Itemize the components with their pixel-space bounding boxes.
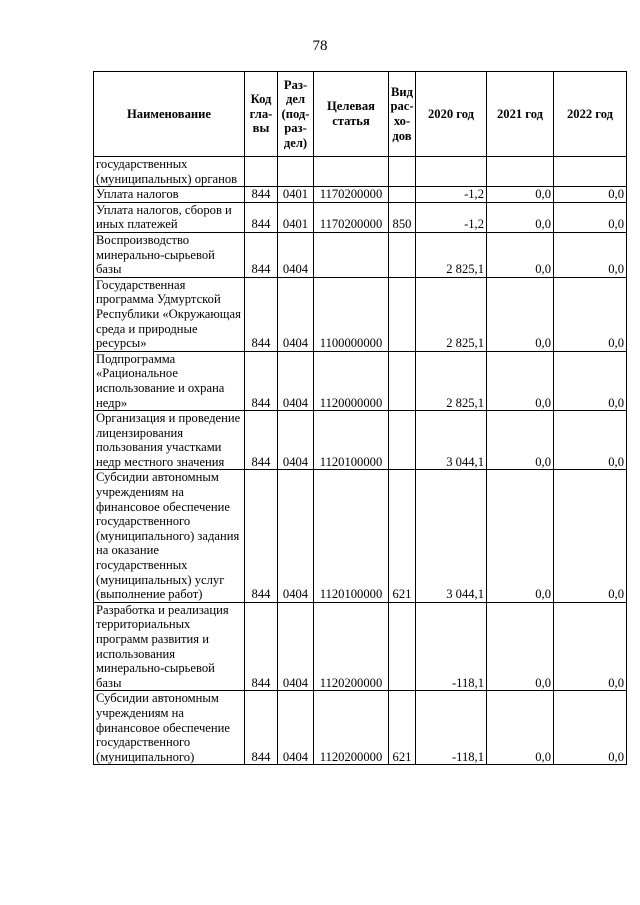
cell-expense-type bbox=[389, 411, 416, 470]
cell-code: 844 bbox=[245, 277, 278, 351]
cell-2022: 0,0 bbox=[554, 277, 627, 351]
cell-2022: 0,0 bbox=[554, 202, 627, 232]
table-row bbox=[94, 157, 627, 187]
cell-2021: 0,0 bbox=[487, 602, 554, 691]
header-code: Код гла-вы bbox=[245, 72, 278, 157]
header-section: Раз-дел (под-раз-дел) bbox=[278, 72, 314, 157]
table-row bbox=[94, 351, 627, 410]
cell-2021 bbox=[487, 157, 554, 187]
cell-target: 1170200000 bbox=[314, 202, 389, 232]
cell-expense-type: 850 bbox=[389, 202, 416, 232]
cell-target: 1120100000 bbox=[314, 470, 389, 602]
header-2021: 2021 год bbox=[487, 72, 554, 157]
cell-section: 0404 bbox=[278, 277, 314, 351]
cell-2021: 0,0 bbox=[487, 351, 554, 410]
page-number: 78 bbox=[312, 38, 328, 54]
cell-2021: 0,0 bbox=[487, 202, 554, 232]
table-header-row bbox=[94, 72, 627, 157]
cell-expense-type bbox=[389, 351, 416, 410]
table-row bbox=[94, 470, 627, 602]
cell-name: Субсидии автономным учреждениям на финансовое обеспечение государственного (муниципального) bbox=[94, 691, 245, 765]
cell-2020: 2 825,1 bbox=[416, 232, 487, 277]
cell-name: Разработка и реализация территориальных программ развития и использования минерально-сырьевой базы bbox=[94, 602, 245, 691]
cell-name: Субсидии автономным учреждениям на финансовое обеспечение государственного (муниципального) задания на оказание государственных (муниципальных) услуг (выполнение работ) bbox=[94, 470, 245, 602]
cell-target bbox=[314, 157, 389, 187]
cell-2022: 0,0 bbox=[554, 232, 627, 277]
cell-expense-type bbox=[389, 187, 416, 203]
cell-2021: 0,0 bbox=[487, 187, 554, 203]
cell-2020: -118,1 bbox=[416, 691, 487, 765]
cell-2022: 0,0 bbox=[554, 351, 627, 410]
cell-code: 844 bbox=[245, 691, 278, 765]
cell-target: 1100000000 bbox=[314, 277, 389, 351]
cell-code: 844 bbox=[245, 411, 278, 470]
cell-2020: 3 044,1 bbox=[416, 470, 487, 602]
cell-2020: 2 825,1 bbox=[416, 351, 487, 410]
cell-target: 1120000000 bbox=[314, 351, 389, 410]
header-target: Целевая статья bbox=[314, 72, 389, 157]
table-row bbox=[94, 411, 627, 470]
cell-2021: 0,0 bbox=[487, 277, 554, 351]
cell-target bbox=[314, 232, 389, 277]
header-expense-type: Вид рас-хо-дов bbox=[389, 72, 416, 157]
cell-name: Государственная программа Удмуртской Республики «Окружающая среда и природные ресурсы» bbox=[94, 277, 245, 351]
cell-section: 0401 bbox=[278, 187, 314, 203]
cell-name: Уплата налогов, сборов и иных платежей bbox=[94, 202, 245, 232]
cell-2022 bbox=[554, 157, 627, 187]
cell-section: 0404 bbox=[278, 691, 314, 765]
cell-target: 1120200000 bbox=[314, 691, 389, 765]
cell-2020: -118,1 bbox=[416, 602, 487, 691]
cell-2021: 0,0 bbox=[487, 470, 554, 602]
header-2020: 2020 год bbox=[416, 72, 487, 157]
table-row bbox=[94, 187, 627, 203]
cell-2021: 0,0 bbox=[487, 411, 554, 470]
cell-expense-type: 621 bbox=[389, 691, 416, 765]
cell-2022: 0,0 bbox=[554, 470, 627, 602]
cell-2022: 0,0 bbox=[554, 187, 627, 203]
cell-code: 844 bbox=[245, 232, 278, 277]
cell-section: 0401 bbox=[278, 202, 314, 232]
cell-2022: 0,0 bbox=[554, 411, 627, 470]
cell-section: 0404 bbox=[278, 351, 314, 410]
cell-code bbox=[245, 157, 278, 187]
cell-2020: 2 825,1 bbox=[416, 277, 487, 351]
cell-2020: 3 044,1 bbox=[416, 411, 487, 470]
cell-2022: 0,0 bbox=[554, 602, 627, 691]
table-row bbox=[94, 691, 627, 765]
cell-name: государственных (муниципальных) органов bbox=[94, 157, 245, 187]
table-row bbox=[94, 232, 627, 277]
cell-target: 1120100000 bbox=[314, 411, 389, 470]
cell-name: Организация и проведение лицензирования пользования участками недр местного значения bbox=[94, 411, 245, 470]
cell-expense-type bbox=[389, 602, 416, 691]
cell-2020: -1,2 bbox=[416, 202, 487, 232]
cell-2021: 0,0 bbox=[487, 232, 554, 277]
cell-name: Воспроизводство минерально-сырьевой базы bbox=[94, 232, 245, 277]
cell-code: 844 bbox=[245, 351, 278, 410]
cell-target: 1170200000 bbox=[314, 187, 389, 203]
table-row bbox=[94, 602, 627, 691]
cell-code: 844 bbox=[245, 202, 278, 232]
cell-target: 1120200000 bbox=[314, 602, 389, 691]
cell-section: 0404 bbox=[278, 470, 314, 602]
header-2022: 2022 год bbox=[554, 72, 627, 157]
cell-code: 844 bbox=[245, 602, 278, 691]
cell-section bbox=[278, 157, 314, 187]
cell-expense-type: 621 bbox=[389, 470, 416, 602]
cell-code: 844 bbox=[245, 187, 278, 203]
cell-expense-type bbox=[389, 232, 416, 277]
budget-table bbox=[93, 71, 627, 765]
cell-section: 0404 bbox=[278, 411, 314, 470]
cell-code: 844 bbox=[245, 470, 278, 602]
cell-2021: 0,0 bbox=[487, 691, 554, 765]
cell-name: Подпрограмма «Рациональное использование и охрана недр» bbox=[94, 351, 245, 410]
cell-section: 0404 bbox=[278, 232, 314, 277]
header-name: Наименование bbox=[94, 72, 245, 157]
cell-expense-type bbox=[389, 277, 416, 351]
table-row bbox=[94, 202, 627, 232]
cell-2022: 0,0 bbox=[554, 691, 627, 765]
cell-expense-type bbox=[389, 157, 416, 187]
cell-2020: -1,2 bbox=[416, 187, 487, 203]
table-row bbox=[94, 277, 627, 351]
cell-section: 0404 bbox=[278, 602, 314, 691]
cell-name: Уплата налогов bbox=[94, 187, 245, 203]
cell-2020 bbox=[416, 157, 487, 187]
